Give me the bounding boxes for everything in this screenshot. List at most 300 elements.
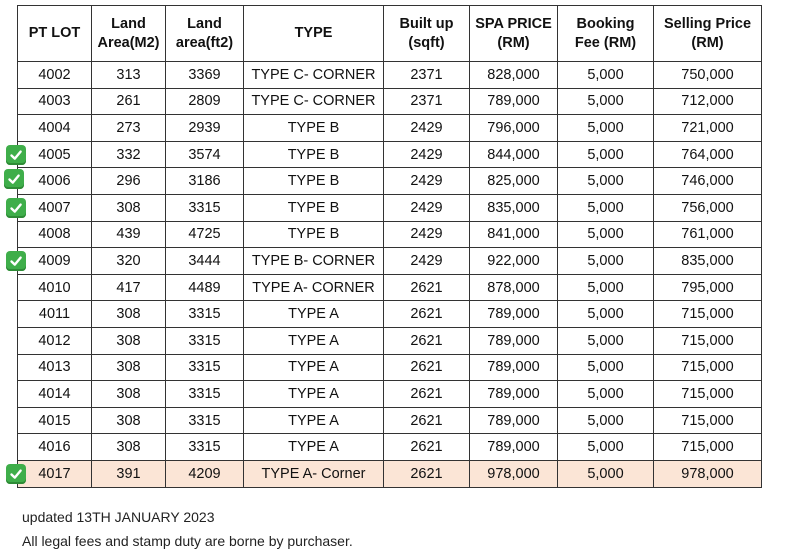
cell-booking-fee — [558, 62, 654, 89]
cell-land-area-ft2 — [166, 327, 244, 354]
cell-built-up — [384, 221, 470, 248]
cell-spa-price-value: 922,000 — [487, 252, 540, 269]
cell-booking-fee — [558, 434, 654, 461]
cell-selling-price-value: 978,000 — [681, 465, 734, 482]
table-row — [18, 381, 762, 408]
cell-pt-lot-value: 4003 — [38, 93, 71, 110]
notes — [22, 505, 353, 553]
cell-selling-price-value: 750,000 — [681, 66, 734, 83]
header-land-area-ft2-line2: area(ft2) — [175, 34, 234, 51]
cell-selling-price — [654, 354, 762, 381]
header-type-label: TYPE — [294, 25, 333, 41]
cell-built-up-value: 2371 — [410, 93, 443, 110]
cell-pt-lot-value: 4010 — [38, 279, 71, 296]
cell-land-area-ft2 — [166, 407, 244, 434]
cell-land-area-ft2 — [166, 248, 244, 275]
header-spa-price-line1: SPA PRICE — [475, 15, 552, 32]
cell-booking-fee — [558, 248, 654, 275]
cell-land-area-m2 — [92, 194, 166, 221]
cell-booking-fee-value: 5,000 — [587, 66, 624, 83]
cell-built-up-value: 2621 — [410, 412, 443, 429]
updated-note: updated 13TH JANUARY 2023 — [22, 509, 215, 525]
cell-land-area-m2 — [92, 460, 166, 487]
cell-selling-price — [654, 168, 762, 195]
table-row — [18, 194, 762, 221]
cell-type-value: TYPE A- Corner — [261, 465, 366, 482]
cell-pt-lot-value: 4011 — [38, 306, 71, 323]
cell-built-up-value: 2621 — [410, 359, 443, 376]
cell-land-area-ft2 — [166, 168, 244, 195]
cell-spa-price-value: 789,000 — [487, 332, 540, 349]
cell-land-area-m2-value: 308 — [116, 199, 141, 216]
cell-selling-price-value: 835,000 — [681, 252, 734, 269]
cell-selling-price-value: 764,000 — [681, 146, 734, 163]
cell-land-area-m2-value: 273 — [116, 119, 141, 136]
cell-pt-lot — [18, 248, 92, 275]
cell-built-up-value: 2429 — [410, 119, 443, 136]
cell-spa-price — [470, 88, 558, 115]
cell-selling-price — [654, 62, 762, 89]
cell-spa-price — [470, 248, 558, 275]
cell-spa-price-value: 844,000 — [487, 146, 540, 163]
table-row — [18, 248, 762, 275]
cell-land-area-ft2-value: 3315 — [188, 385, 221, 402]
cell-spa-price-value: 789,000 — [487, 93, 540, 110]
cell-booking-fee-value: 5,000 — [587, 119, 624, 136]
cell-land-area-m2 — [92, 354, 166, 381]
cell-spa-price-value: 789,000 — [487, 359, 540, 376]
table-row — [18, 301, 762, 328]
cell-pt-lot — [18, 141, 92, 168]
cell-selling-price — [654, 301, 762, 328]
cell-booking-fee-value: 5,000 — [587, 252, 624, 269]
cell-booking-fee-value: 5,000 — [587, 359, 624, 376]
cell-built-up-value: 2429 — [410, 199, 443, 216]
cell-built-up — [384, 168, 470, 195]
cell-type-value: TYPE C- CORNER — [251, 66, 376, 83]
cell-type — [244, 381, 384, 408]
cell-booking-fee — [558, 115, 654, 142]
cell-land-area-ft2-value: 4725 — [188, 226, 221, 243]
cell-built-up — [384, 194, 470, 221]
cell-land-area-m2-value: 308 — [116, 332, 141, 349]
cell-selling-price-value: 756,000 — [681, 199, 734, 216]
cell-land-area-ft2-value: 3315 — [188, 199, 221, 216]
cell-type — [244, 407, 384, 434]
cell-land-area-m2-value: 313 — [116, 66, 141, 83]
table-row — [18, 221, 762, 248]
cell-selling-price — [654, 141, 762, 168]
cell-spa-price — [470, 141, 558, 168]
cell-land-area-ft2-value: 3315 — [188, 412, 221, 429]
cell-land-area-m2-value: 261 — [116, 93, 141, 110]
cell-land-area-ft2 — [166, 221, 244, 248]
cell-pt-lot-value: 4006 — [38, 173, 71, 190]
cell-type-value: TYPE B — [287, 226, 340, 243]
cell-land-area-m2 — [92, 407, 166, 434]
cell-type — [244, 354, 384, 381]
cell-built-up-value: 2429 — [410, 226, 443, 243]
cell-selling-price-value: 712,000 — [681, 93, 734, 110]
cell-selling-price — [654, 115, 762, 142]
cell-built-up — [384, 460, 470, 487]
header-land-area-ft2-line1: Land — [187, 15, 222, 32]
cell-land-area-ft2-value: 3315 — [188, 439, 221, 456]
cell-spa-price-value: 789,000 — [487, 306, 540, 323]
cell-booking-fee-value: 5,000 — [587, 465, 624, 482]
header-row — [18, 6, 762, 62]
cell-type — [244, 248, 384, 275]
cell-pt-lot — [18, 194, 92, 221]
cell-land-area-ft2-value: 3444 — [188, 252, 221, 269]
cell-pt-lot — [18, 88, 92, 115]
cell-spa-price — [470, 274, 558, 301]
cell-selling-price — [654, 381, 762, 408]
cell-type — [244, 274, 384, 301]
cell-booking-fee-value: 5,000 — [587, 93, 624, 110]
cell-land-area-m2 — [92, 248, 166, 275]
cell-spa-price — [470, 221, 558, 248]
cell-land-area-m2 — [92, 115, 166, 142]
cell-selling-price — [654, 460, 762, 487]
cell-land-area-m2-value: 308 — [116, 385, 141, 402]
cell-pt-lot — [18, 274, 92, 301]
cell-spa-price — [470, 354, 558, 381]
table-row — [18, 168, 762, 195]
cell-built-up-value: 2371 — [410, 66, 443, 83]
cell-selling-price-value: 795,000 — [681, 279, 734, 296]
cell-booking-fee-value: 5,000 — [587, 173, 624, 190]
cell-booking-fee — [558, 194, 654, 221]
cell-type-value: TYPE A — [288, 359, 339, 376]
cell-land-area-m2-value: 308 — [116, 306, 141, 323]
cell-built-up-value: 2621 — [410, 306, 443, 323]
cell-land-area-m2 — [92, 301, 166, 328]
cell-pt-lot — [18, 221, 92, 248]
cell-selling-price — [654, 88, 762, 115]
cell-built-up — [384, 301, 470, 328]
cell-land-area-m2-value: 332 — [116, 146, 141, 163]
header-pt-lot-label: PT LOT — [28, 25, 81, 41]
table-row — [18, 354, 762, 381]
cell-booking-fee — [558, 301, 654, 328]
cell-pt-lot-value: 4014 — [38, 385, 71, 402]
cell-land-area-m2 — [92, 168, 166, 195]
cell-built-up-value: 2621 — [410, 465, 443, 482]
table-row — [18, 88, 762, 115]
cell-built-up — [384, 141, 470, 168]
header-booking-fee-line1: Booking — [576, 15, 635, 32]
cell-land-area-ft2-value: 3369 — [188, 66, 221, 83]
cell-selling-price-value: 715,000 — [681, 439, 734, 456]
cell-spa-price-value: 878,000 — [487, 279, 540, 296]
cell-type — [244, 62, 384, 89]
cell-spa-price-value: 796,000 — [487, 119, 540, 136]
cell-land-area-m2-value: 439 — [116, 226, 141, 243]
check-mark-icon — [6, 251, 26, 271]
cell-land-area-ft2-value: 2809 — [188, 93, 221, 110]
cell-selling-price-value: 715,000 — [681, 332, 734, 349]
cell-type-value: TYPE A — [288, 306, 339, 323]
cell-selling-price-value: 715,000 — [681, 306, 734, 323]
cell-type-value: TYPE C- CORNER — [251, 93, 376, 110]
cell-built-up-value: 2621 — [410, 332, 443, 349]
cell-booking-fee — [558, 221, 654, 248]
cell-booking-fee — [558, 460, 654, 487]
cell-land-area-ft2-value: 2939 — [188, 119, 221, 136]
cell-pt-lot-value: 4016 — [38, 439, 71, 456]
cell-spa-price-value: 789,000 — [487, 385, 540, 402]
cell-type — [244, 88, 384, 115]
cell-booking-fee-value: 5,000 — [587, 306, 624, 323]
cell-land-area-ft2-value: 3574 — [188, 146, 221, 163]
cell-booking-fee-value: 5,000 — [587, 412, 624, 429]
cell-booking-fee-value: 5,000 — [587, 385, 624, 402]
cell-pt-lot-value: 4015 — [38, 412, 71, 429]
price-table — [17, 5, 762, 488]
cell-selling-price-value: 746,000 — [681, 173, 734, 190]
cell-built-up-value: 2621 — [410, 279, 443, 296]
cell-type — [244, 301, 384, 328]
cell-pt-lot — [18, 168, 92, 195]
legal-note: All legal fees and stamp duty are borne by purchaser. — [22, 533, 353, 549]
cell-spa-price — [470, 301, 558, 328]
header-built-up — [384, 6, 470, 62]
cell-land-area-ft2-value: 4489 — [188, 279, 221, 296]
cell-built-up — [384, 434, 470, 461]
cell-pt-lot — [18, 460, 92, 487]
cell-land-area-m2-value: 308 — [116, 412, 141, 429]
cell-built-up-value: 2429 — [410, 173, 443, 190]
cell-land-area-m2-value: 308 — [116, 439, 141, 456]
header-selling-price-line1: Selling Price — [663, 15, 752, 32]
cell-pt-lot — [18, 327, 92, 354]
cell-type — [244, 327, 384, 354]
cell-land-area-ft2 — [166, 460, 244, 487]
cell-land-area-ft2-value: 4209 — [188, 465, 221, 482]
cell-pt-lot-value: 4017 — [38, 465, 71, 482]
cell-land-area-m2 — [92, 88, 166, 115]
cell-pt-lot — [18, 434, 92, 461]
cell-pt-lot — [18, 354, 92, 381]
cell-land-area-m2-value: 308 — [116, 359, 141, 376]
cell-spa-price — [470, 327, 558, 354]
header-land-area-m2-line1: Land — [111, 15, 146, 32]
cell-pt-lot — [18, 301, 92, 328]
cell-selling-price — [654, 407, 762, 434]
header-pt-lot — [18, 6, 92, 62]
cell-spa-price — [470, 381, 558, 408]
header-spa-price — [470, 6, 558, 62]
cell-booking-fee-value: 5,000 — [587, 146, 624, 163]
check-mark-icon — [4, 169, 24, 189]
header-booking-fee-line2: Fee (RM) — [574, 34, 637, 51]
cell-land-area-ft2 — [166, 354, 244, 381]
check-mark-icon — [6, 198, 26, 218]
cell-spa-price — [470, 434, 558, 461]
cell-type-value: TYPE B — [287, 199, 340, 216]
cell-booking-fee — [558, 141, 654, 168]
header-land-area-ft2 — [166, 6, 244, 62]
cell-land-area-m2-value: 391 — [116, 465, 141, 482]
cell-type-value: TYPE B- CORNER — [251, 252, 376, 269]
cell-booking-fee — [558, 168, 654, 195]
cell-selling-price — [654, 221, 762, 248]
cell-built-up — [384, 407, 470, 434]
cell-booking-fee — [558, 354, 654, 381]
table-body — [18, 62, 762, 488]
cell-land-area-ft2 — [166, 381, 244, 408]
cell-selling-price — [654, 248, 762, 275]
cell-land-area-m2 — [92, 434, 166, 461]
cell-built-up — [384, 88, 470, 115]
cell-spa-price — [470, 168, 558, 195]
cell-pt-lot-value: 4013 — [38, 359, 71, 376]
cell-spa-price — [470, 62, 558, 89]
cell-spa-price — [470, 407, 558, 434]
cell-selling-price-value: 715,000 — [681, 385, 734, 402]
cell-land-area-m2 — [92, 221, 166, 248]
cell-spa-price-value: 789,000 — [487, 412, 540, 429]
cell-booking-fee-value: 5,000 — [587, 279, 624, 296]
cell-type — [244, 460, 384, 487]
cell-spa-price-value: 789,000 — [487, 439, 540, 456]
cell-pt-lot — [18, 381, 92, 408]
cell-type-value: TYPE B — [287, 119, 340, 136]
header-built-up-line1: Built up — [399, 15, 454, 32]
cell-selling-price-value: 721,000 — [681, 119, 734, 136]
cell-spa-price-value: 978,000 — [487, 465, 540, 482]
cell-pt-lot-value: 4008 — [38, 226, 71, 243]
header-type — [244, 6, 384, 62]
cell-pt-lot-value: 4005 — [38, 146, 71, 163]
table-row — [18, 460, 762, 487]
cell-pt-lot — [18, 407, 92, 434]
cell-built-up — [384, 327, 470, 354]
cell-built-up-value: 2621 — [410, 439, 443, 456]
cell-built-up-value: 2429 — [410, 252, 443, 269]
cell-land-area-ft2 — [166, 115, 244, 142]
table-row — [18, 141, 762, 168]
cell-land-area-m2-value: 296 — [116, 173, 141, 190]
cell-land-area-ft2 — [166, 274, 244, 301]
header-land-area-m2 — [92, 6, 166, 62]
cell-built-up — [384, 115, 470, 142]
cell-spa-price — [470, 460, 558, 487]
cell-built-up — [384, 354, 470, 381]
cell-booking-fee — [558, 327, 654, 354]
cell-booking-fee-value: 5,000 — [587, 439, 624, 456]
cell-land-area-ft2 — [166, 88, 244, 115]
cell-spa-price — [470, 194, 558, 221]
cell-land-area-m2 — [92, 381, 166, 408]
cell-type — [244, 115, 384, 142]
cell-type-value: TYPE A — [288, 412, 339, 429]
table-row — [18, 434, 762, 461]
header-spa-price-line2: (RM) — [497, 34, 530, 51]
cell-land-area-m2 — [92, 62, 166, 89]
cell-land-area-ft2-value: 3315 — [188, 359, 221, 376]
cell-selling-price-value: 715,000 — [681, 359, 734, 376]
cell-land-area-m2 — [92, 274, 166, 301]
cell-spa-price-value: 825,000 — [487, 173, 540, 190]
header-booking-fee — [558, 6, 654, 62]
cell-built-up-value: 2621 — [410, 385, 443, 402]
cell-land-area-m2-value: 320 — [116, 252, 141, 269]
table-row — [18, 274, 762, 301]
cell-spa-price-value: 841,000 — [487, 226, 540, 243]
cell-land-area-ft2 — [166, 62, 244, 89]
cell-built-up — [384, 274, 470, 301]
cell-land-area-m2 — [92, 141, 166, 168]
header-selling-price-line2: (RM) — [691, 34, 724, 51]
check-mark-icon — [6, 464, 26, 484]
cell-land-area-ft2-value: 3315 — [188, 306, 221, 323]
cell-land-area-m2 — [92, 327, 166, 354]
cell-booking-fee — [558, 88, 654, 115]
cell-type — [244, 194, 384, 221]
cell-booking-fee-value: 5,000 — [587, 199, 624, 216]
check-mark-icon — [6, 145, 26, 165]
cell-pt-lot — [18, 115, 92, 142]
cell-built-up — [384, 248, 470, 275]
table-row — [18, 407, 762, 434]
cell-built-up-value: 2429 — [410, 146, 443, 163]
cell-selling-price — [654, 327, 762, 354]
header-built-up-line2: (sqft) — [408, 34, 445, 51]
table-row — [18, 327, 762, 354]
cell-type-value: TYPE B — [287, 146, 340, 163]
cell-selling-price-value: 761,000 — [681, 226, 734, 243]
cell-pt-lot-value: 4002 — [38, 66, 71, 83]
cell-land-area-ft2-value: 3315 — [188, 332, 221, 349]
cell-built-up — [384, 381, 470, 408]
cell-type-value: TYPE B — [287, 173, 340, 190]
cell-spa-price-value: 828,000 — [487, 66, 540, 83]
cell-pt-lot-value: 4007 — [38, 199, 71, 216]
table-row — [18, 115, 762, 142]
cell-land-area-ft2 — [166, 141, 244, 168]
cell-booking-fee — [558, 381, 654, 408]
cell-type — [244, 168, 384, 195]
cell-built-up — [384, 62, 470, 89]
cell-land-area-ft2 — [166, 301, 244, 328]
cell-land-area-ft2-value: 3186 — [188, 173, 221, 190]
cell-type-value: TYPE A — [288, 439, 339, 456]
cell-booking-fee-value: 5,000 — [587, 226, 624, 243]
header-selling-price — [654, 6, 762, 62]
cell-pt-lot-value: 4009 — [38, 252, 71, 269]
cell-booking-fee — [558, 274, 654, 301]
cell-booking-fee — [558, 407, 654, 434]
cell-land-area-ft2 — [166, 434, 244, 461]
cell-pt-lot — [18, 62, 92, 89]
cell-type — [244, 141, 384, 168]
header-land-area-m2-line2: Area(M2) — [97, 34, 160, 51]
cell-type — [244, 221, 384, 248]
cell-selling-price — [654, 274, 762, 301]
cell-land-area-ft2 — [166, 194, 244, 221]
table-row — [18, 62, 762, 89]
cell-pt-lot-value: 4004 — [38, 119, 71, 136]
cell-selling-price-value: 715,000 — [681, 412, 734, 429]
cell-spa-price — [470, 115, 558, 142]
cell-type-value: TYPE A — [288, 332, 339, 349]
cell-type-value: TYPE A — [288, 385, 339, 402]
cell-selling-price — [654, 194, 762, 221]
cell-spa-price-value: 835,000 — [487, 199, 540, 216]
cell-type — [244, 434, 384, 461]
